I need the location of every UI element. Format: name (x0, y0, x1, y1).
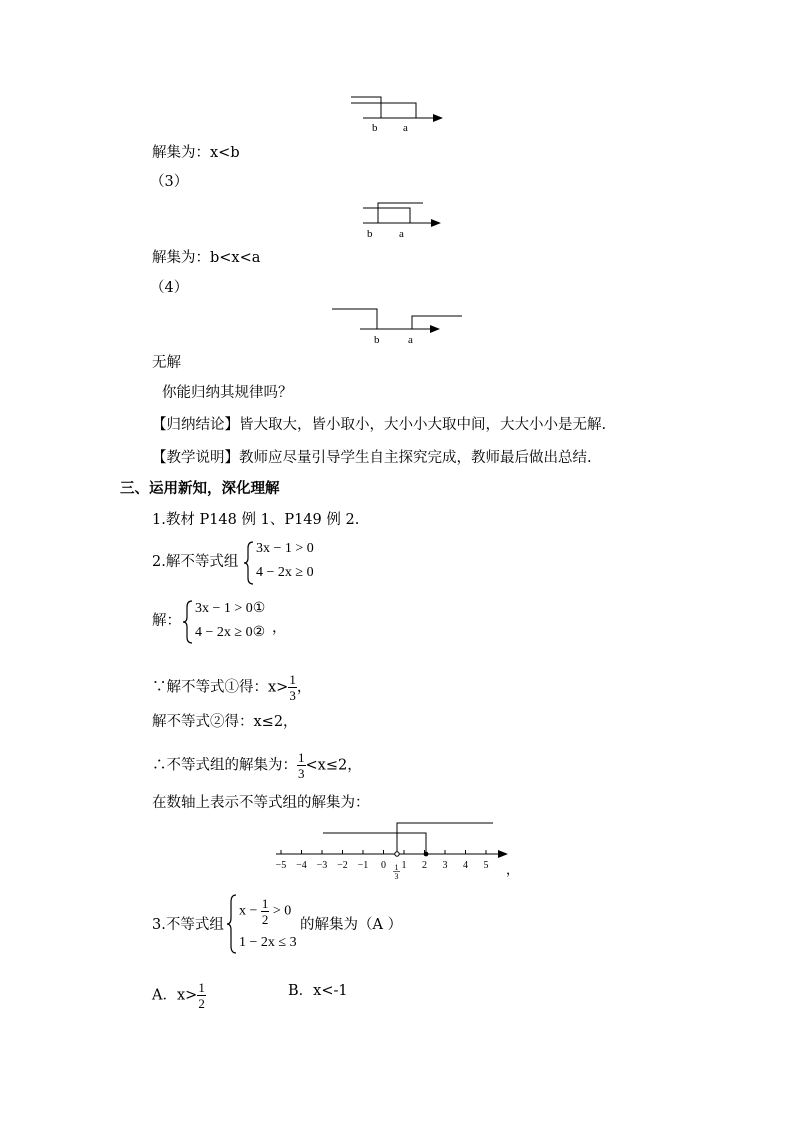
question-text: 你能归纳其规律吗？ (162, 385, 293, 401)
item3-eq1-right: > 0 (272, 903, 292, 919)
open-dot (395, 852, 399, 856)
step3 (152, 750, 362, 781)
tick-label: 4 (463, 860, 468, 871)
tick-label: 0 (381, 860, 386, 871)
closed-dot (424, 852, 429, 857)
label-b: b (367, 228, 373, 240)
solution-eq2: 4 − 2x ≥ 0② (195, 625, 266, 640)
diagram-case2 (345, 92, 450, 134)
item3-eq1 (239, 896, 291, 927)
tick-label: −1 (357, 860, 369, 871)
option-b: B．x<-1 (288, 983, 348, 999)
step1 (152, 672, 311, 703)
step2: 解不等式②得：x≤2， (152, 714, 298, 730)
solution-comma: ， (272, 620, 287, 636)
fraction-one-half: $\frac{1}{2}$ (198, 980, 205, 1011)
diagram-case3 (345, 196, 450, 241)
item2-eq2: 4 − 2x ≥ 0 (256, 565, 314, 580)
number-line (268, 818, 523, 880)
conclusion-text: 【归纳结论】皆大取大，皆小取小，大小小大取中间，大大小小是无解. (152, 417, 607, 433)
tick-label: −3 (316, 860, 328, 871)
brace-item3 (226, 893, 238, 955)
label-a: a (399, 228, 404, 240)
tick-label: −4 (296, 860, 307, 871)
third-num: 1 (394, 863, 399, 872)
fraction-one-third: $\frac{1}{3}$ (298, 750, 305, 781)
solution-prefix: 解： (152, 613, 181, 629)
tick-label: −2 (337, 860, 348, 871)
item3-prefix: 3.不等式组 (152, 917, 224, 933)
tick-label: 5 (483, 860, 489, 871)
diagram-case4 (330, 303, 465, 348)
option-a (152, 980, 206, 1011)
tick-label: −5 (275, 860, 287, 871)
item1-text: 1.教材 P148 例 1、P149 例 2. (152, 512, 360, 528)
tick-label: 2 (422, 860, 427, 871)
case4-label: （4） (150, 280, 189, 296)
no-solution-text: 无解 (152, 355, 181, 371)
fraction-one-third: $\frac{1}{3}$ (289, 672, 296, 703)
third-den: 3 (394, 872, 399, 880)
item3-eq1-left: x − (239, 903, 258, 919)
item3-eq2: 1 − 2x ≤ 3 (239, 935, 297, 950)
option-a-text: A．x> (152, 987, 198, 1004)
solution-case2: 解集为：x<b (152, 145, 240, 161)
label-b: b (372, 122, 378, 134)
step3-text: ∴不等式组的解集为： (152, 757, 297, 774)
teaching-note-text: 【教学说明】教师应尽量引导学生自主探究完成，教师最后做出总结. (152, 450, 592, 466)
step1-suffix: ， (296, 679, 312, 696)
item2-eq1: 3x − 1 > 0 (256, 541, 314, 556)
brace-item2 (243, 540, 255, 586)
section-title: 三、运用新知，深化理解 (120, 480, 280, 497)
step4: 在数轴上表示不等式组的解集为： (152, 795, 370, 811)
numberline-comma: ， (506, 862, 520, 877)
tick-label: 1 (401, 860, 407, 871)
step1-text: ∵解不等式①得：x> (152, 679, 289, 696)
brace-solution (182, 599, 194, 645)
item3-suffix: 的解集为（A ） (300, 917, 403, 933)
solution-case3: 解集为：b<x<a (152, 250, 261, 266)
fraction-one-half: $\frac{1}{2}$ (261, 896, 269, 927)
item2-prefix: 2.解不等式组 (152, 554, 239, 570)
solution-eq1: 3x − 1 > 0① (195, 601, 266, 616)
label-b: b (374, 334, 380, 346)
step3-suffix: <x≤2， (305, 757, 362, 774)
label-a: a (403, 122, 408, 134)
tick-label: 3 (442, 860, 448, 871)
case3-label: （3） (150, 174, 189, 190)
label-a: a (408, 334, 413, 346)
